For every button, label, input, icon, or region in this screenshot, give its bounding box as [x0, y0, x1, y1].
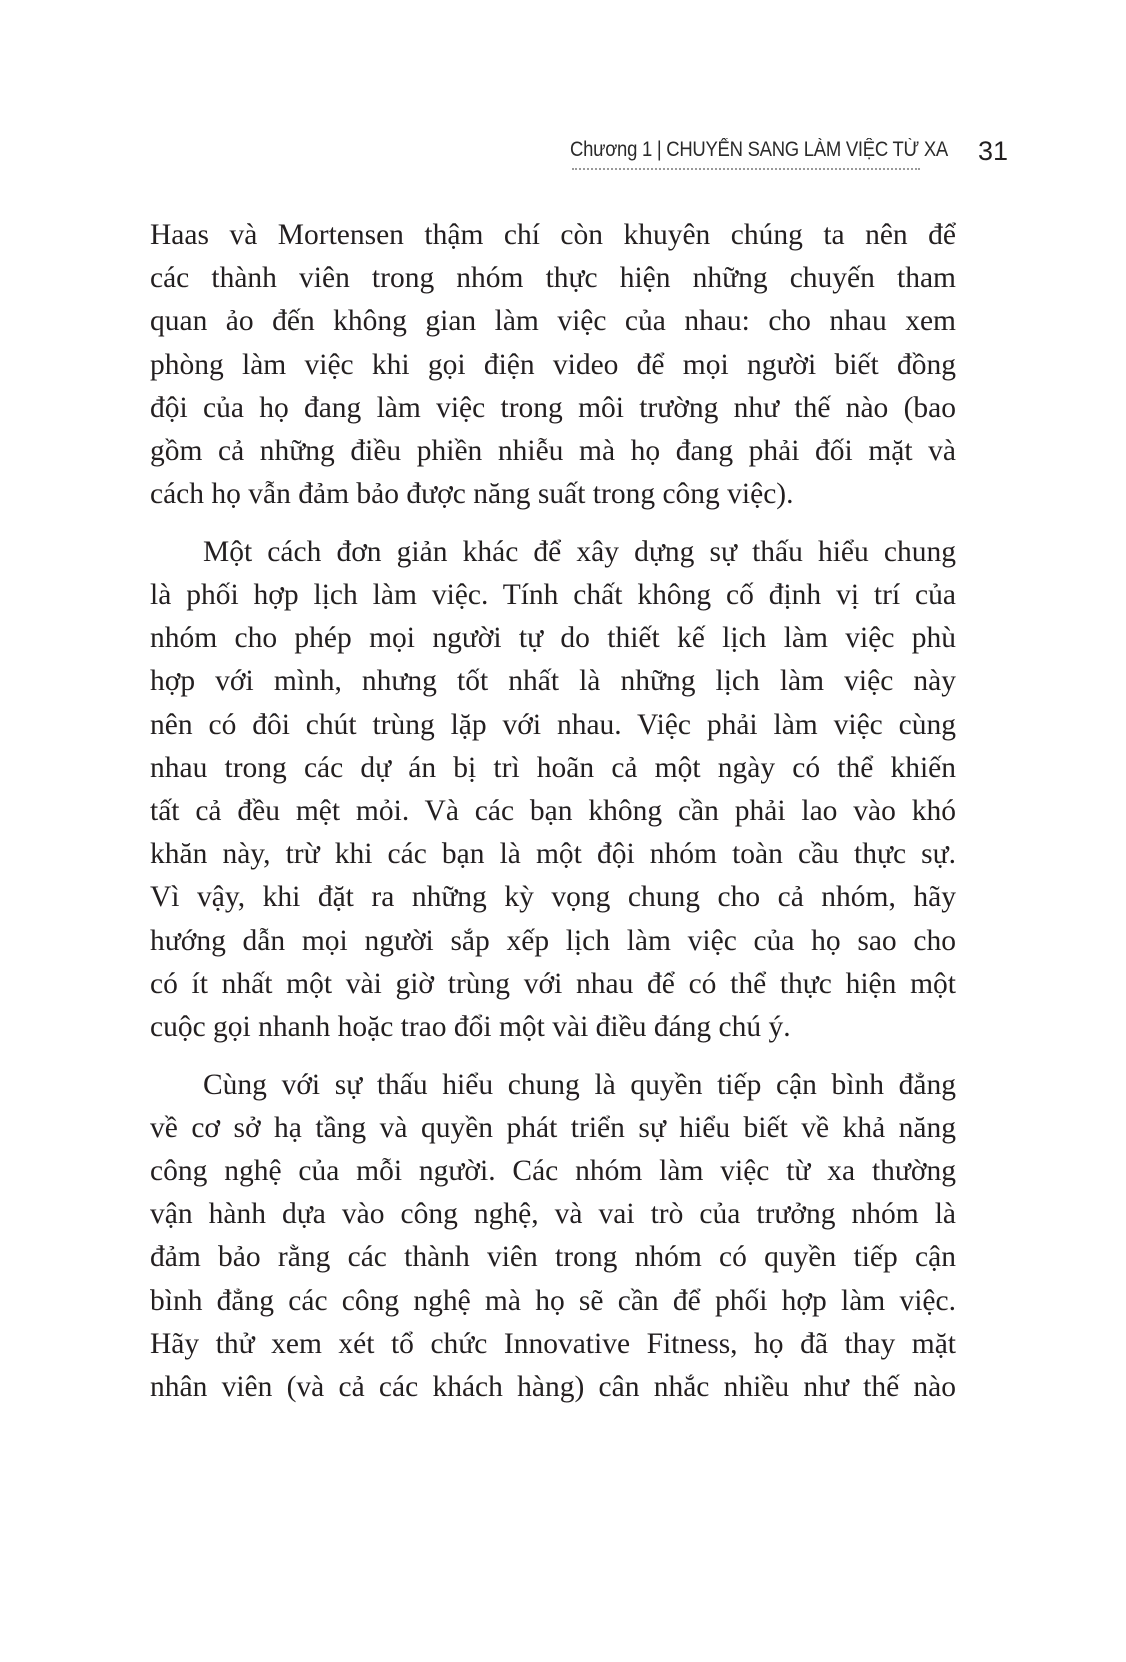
paragraph [150, 1064, 956, 1410]
text-line: nhóm cho phép mọi người tự do thiết kế lịch làm việc phù [150, 622, 956, 655]
text-line: bình đẳng các công nghệ mà họ sẽ cần để phối hợp làm việc. [150, 1284, 956, 1317]
text-line: Haas và Mortensen thậm chí còn khuyên chúng ta nên để [150, 219, 956, 251]
text-line: Vì vậy, khi đặt ra những kỳ vọng chung cho cả nhóm, hãy [150, 881, 956, 914]
text-line: gồm cả những điều phiền nhiễu mà họ đang phải đối mặt và [150, 434, 956, 467]
text-line: về cơ sở hạ tầng và quyền phát triển sự hiểu biết về khả năng [150, 1111, 956, 1144]
text-line: vận hành dựa vào công nghệ, và vai trò của trưởng nhóm là [150, 1198, 956, 1231]
text-line: nhân viên (và cả các khách hàng) cân nhắc nhiều như thế nào [150, 1370, 956, 1403]
page-number: 31 [978, 136, 1009, 166]
running-header [560, 128, 1009, 178]
text-line: quan ảo đến không gian làm việc của nhau: cho nhau xem [150, 305, 956, 338]
text-line: nhau trong các dự án bị trì hoãn cả một ngày có thể khiến [150, 751, 956, 784]
paragraph [150, 214, 956, 516]
dotted-rule [572, 168, 920, 170]
text-line: cách họ vẫn đảm bảo được năng suất trong công việc). [150, 478, 794, 511]
text-line: các thành viên trong nhóm thực hiện những chuyến tham [150, 262, 956, 295]
text-line: hợp với mình, nhưng tốt nhất là những lịch làm việc này [150, 665, 956, 698]
chapter-running-title: Chương 1 | CHUYỂN SANG LÀM VIỆC TỪ XA [570, 138, 948, 161]
text-line: phòng làm việc khi gọi điện video để mọi người biết đồng [150, 348, 956, 381]
text-line: Cùng với sự thấu hiểu chung là quyền tiếp cận bình đẳng [203, 1068, 956, 1101]
text-line: có ít nhất một vài giờ trùng với nhau để có thể thực hiện một [150, 967, 956, 1000]
text-line: Một cách đơn giản khác để xây dựng sự thấu hiểu chung [203, 535, 956, 568]
text-line: là phối hợp lịch làm việc. Tính chất không cố định vị trí của [150, 579, 956, 611]
body-text [150, 214, 956, 1424]
text-line: Hãy thử xem xét tổ chức Innovative Fitness, họ đã thay mặt [150, 1327, 956, 1360]
text-line: khăn này, trừ khi các bạn là một đội nhóm toàn cầu thực sự. [150, 838, 956, 871]
text-line: đội của họ đang làm việc trong môi trường như thế nào (bao [150, 391, 956, 424]
text-line: công nghệ của mỗi người. Các nhóm làm việc từ xa thường [150, 1154, 956, 1187]
text-line: tất cả đều mệt mỏi. Và các bạn không cần phải lao vào khó [150, 794, 956, 827]
paragraph [150, 531, 956, 1049]
text-line: đảm bảo rằng các thành viên trong nhóm có quyền tiếp cận [150, 1241, 956, 1274]
text-line: nên có đôi chút trùng lặp với nhau. Việc phải làm việc cùng [150, 708, 956, 741]
text-line: hướng dẫn mọi người sắp xếp lịch làm việc của họ sao cho [150, 924, 956, 957]
text-line: cuộc gọi nhanh hoặc trao đổi một vài điều đáng chú ý. [150, 1010, 791, 1043]
